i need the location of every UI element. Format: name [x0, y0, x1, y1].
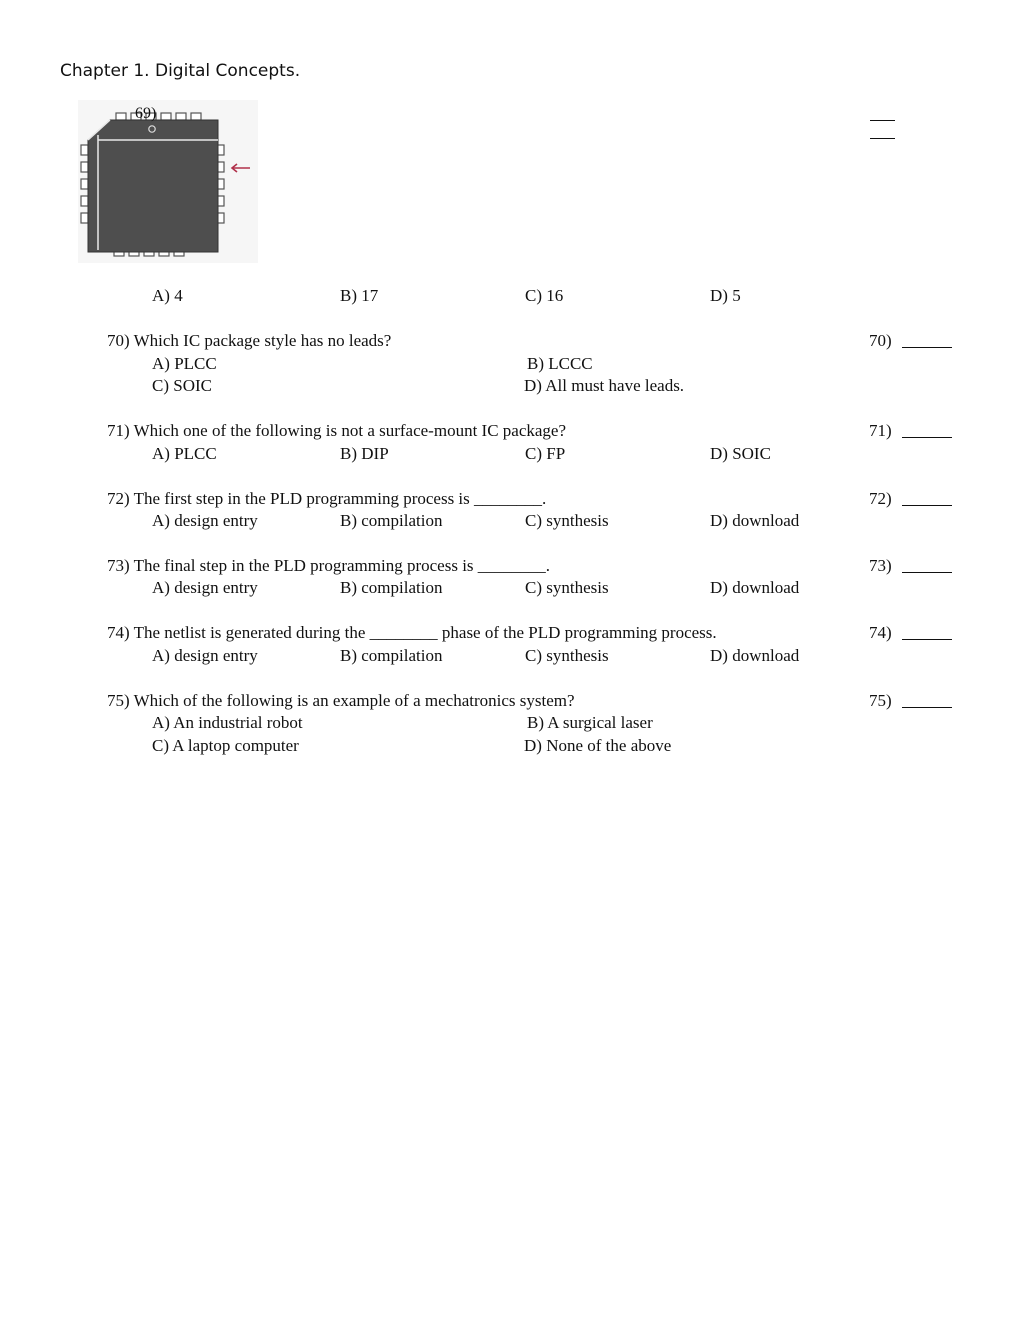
- q74-choice-a: A) design entry: [152, 646, 258, 665]
- question-70-answer-label: 70): [869, 331, 892, 350]
- q73-choice-a: A) design entry: [152, 578, 258, 597]
- question-72-answer-label: 72): [869, 489, 892, 508]
- q69-choice-d: D) 5: [710, 286, 741, 305]
- q73-choice-d: D) download: [710, 578, 800, 597]
- ic-package-figure: [70, 100, 260, 265]
- q74-choice-d: D) download: [710, 646, 800, 665]
- question-74-answer-label: 74): [869, 623, 892, 642]
- q70-choice-d: D) All must have leads.: [524, 376, 685, 395]
- q72-choice-d: D) download: [710, 511, 800, 530]
- q70-choice-a: A) PLCC: [152, 354, 217, 373]
- answer-blank-73[interactable]: [902, 560, 952, 573]
- question-71-text: 71) Which one of the following is not a surface-mount IC package?: [107, 421, 567, 440]
- plcc-chip-image: [70, 100, 260, 265]
- q71-choice-a: A) PLCC: [152, 444, 217, 463]
- answer-blank-69a[interactable]: [870, 120, 895, 121]
- q75-choice-d: D) None of the above: [524, 736, 672, 755]
- question-70-text: 70) Which IC package style has no leads?: [107, 331, 392, 350]
- q69-choice-b: B) 17: [340, 286, 379, 305]
- q75-choice-c: C) A laptop computer: [152, 736, 299, 755]
- q71-choice-b: B) DIP: [340, 444, 389, 463]
- answer-blank-72[interactable]: [902, 493, 952, 506]
- q73-choice-c: C) synthesis: [525, 578, 609, 597]
- q72-choice-b: B) compilation: [340, 511, 443, 530]
- question-74-text: 74) The netlist is generated during the ________ phase of the PLD programming process.: [107, 623, 717, 642]
- q75-choice-a: A) An industrial robot: [152, 713, 303, 732]
- q71-choice-c: C) FP: [525, 444, 566, 463]
- answer-blank-70[interactable]: [902, 335, 952, 348]
- answer-blank-71[interactable]: [902, 425, 952, 438]
- q73-choice-b: B) compilation: [340, 578, 443, 597]
- q72-choice-a: A) design entry: [152, 511, 258, 530]
- question-75-text: 75) Which of the following is an example of a mechatronics system?: [107, 691, 575, 710]
- q70-choice-c: C) SOIC: [152, 376, 212, 395]
- answer-blank-74[interactable]: [902, 627, 952, 640]
- question-71-answer-label: 71): [869, 421, 892, 440]
- answer-blank-69b[interactable]: [870, 138, 895, 139]
- q69-choice-a: A) 4: [152, 286, 183, 305]
- q71-choice-d: D) SOIC: [710, 444, 771, 463]
- q74-choice-b: B) compilation: [340, 646, 443, 665]
- q75-choice-b: B) A surgical laser: [527, 713, 653, 732]
- question-72-text: 72) The first step in the PLD programming process is ________.: [107, 489, 547, 508]
- q70-choice-b: B) LCCC: [527, 354, 593, 373]
- chapter-title: Chapter 1. Digital Concepts.: [60, 61, 301, 81]
- q74-choice-c: C) synthesis: [525, 646, 609, 665]
- question-69-number: 69): [135, 105, 157, 122]
- answer-blank-75[interactable]: [902, 695, 952, 708]
- q69-choice-c: C) 16: [525, 286, 564, 305]
- q72-choice-c: C) synthesis: [525, 511, 609, 530]
- question-75-answer-label: 75): [869, 691, 892, 710]
- question-73-text: 73) The final step in the PLD programming process is ________.: [107, 556, 551, 575]
- question-73-answer-label: 73): [869, 556, 892, 575]
